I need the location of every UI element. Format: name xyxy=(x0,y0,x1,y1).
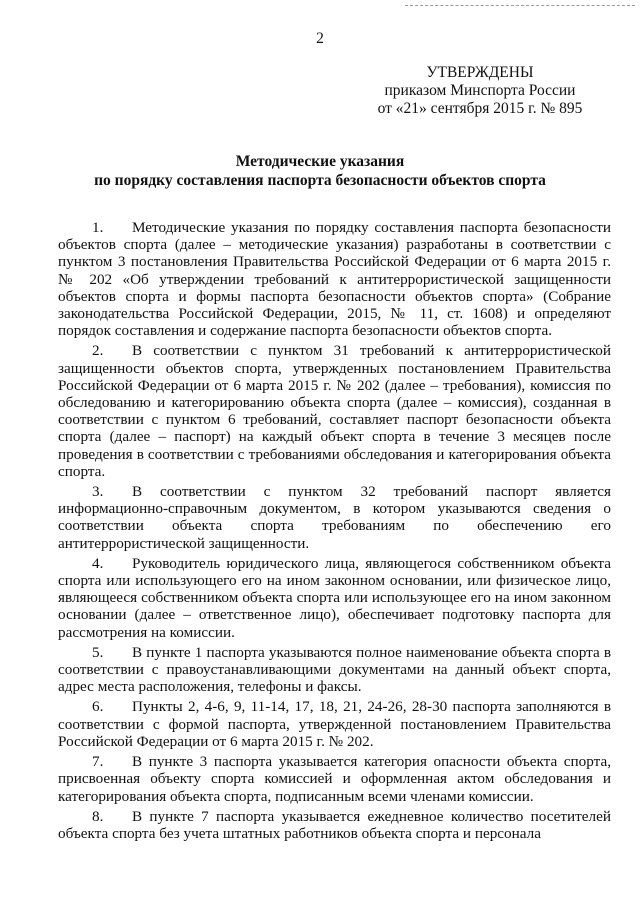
document-body xyxy=(58,219,611,845)
paragraph-text: В пункте 7 паспорта указывается ежедневное количество посетителей объекта спорта без учета штатных работников объекта спорта и персонала xyxy=(58,807,611,842)
paragraph-8 xyxy=(58,808,611,842)
title-line-1: Методические указания xyxy=(235,153,405,170)
paragraph-text: В соответствии с пунктом 32 требований паспорт является информационно-справочным документом, в котором указываются сведения о соответствии объекта спорта требованиям по обеспечению его антитеррористической защищенности. xyxy=(58,483,611,552)
paragraph-number: 3. xyxy=(92,483,104,501)
paragraph-text: Руководитель юридического лица, являющегося собственником объекта спорта или использующего его на ином законном основании, или физическое лицо, являющееся собственником объекта спорта или использующее его на ином законном основании (далее – ответственное лицо), обеспечивает подготовку паспорта для рассмотрения на комиссии. xyxy=(58,554,611,641)
paragraph-text: В соответствии с пунктом 31 требований к антитеррористической защищенности объектов спорта, утвержденных постановлением Правительства Российской Федерации от 6 марта 2015 г. № 202 (далее – требования), комиссия по обследованию и категорированию объекта спорта (далее – комиссия), созданная в соответствии с пунктом 6 требований, составляет паспорт безопасности объекта спорта (далее – паспорт) на каждый объект спорта в течение 3 месяцев после проведения в соответствии с требованиями обследования и категорирования объекта спорта. xyxy=(58,342,611,480)
approval-order: приказом Минспорта России xyxy=(384,82,576,99)
title-line-2: по порядку составления паспорта безопасности объектов спорта xyxy=(94,172,546,189)
paragraph-text: В пункте 1 паспорта указываются полное наименование объекта спорта в соответствии с правоустанавливающими документами на данный объект спорта, адрес места расположения, телефоны и факсы. xyxy=(58,643,611,696)
paragraph-3 xyxy=(58,483,611,552)
paragraph-number: 2. xyxy=(92,342,104,360)
paragraph-text: Методические указания по порядку составления паспорта безопасности объектов спорта (далее – методические указания) разработаны в соответствии с пунктом 3 постановления Правительства Российской Федерации от 6 марта 2015 г. № 202 «Об утверждении требований к антитеррористической защищенности объектов спорта и формы паспорта безопасности объектов спорта» (Собрание законодательства Российской Федерации, 2015, № 11, ст. 1608) и определяют порядок составления и содержание паспорта безопасности объектов спорта. xyxy=(58,219,611,340)
paragraph-number: 1. xyxy=(92,219,104,236)
paragraph-4 xyxy=(58,555,611,641)
paragraph-text: Пункты 2, 4-6, 9, 11-14, 17, 18, 21, 24-26, 28-30 паспорта заполняются в соответствии с формой паспорта, утвержденной постановлением Правительства Российской Федерации от 6 марта 2015 г. № 202. xyxy=(58,698,611,750)
approval-heading: УТВЕРЖДЕНЫ xyxy=(426,64,534,81)
approval-date: от «21» сентября 2015 г. № 895 xyxy=(377,100,583,117)
paragraph-number: 5. xyxy=(92,643,104,661)
paragraph-number: 8. xyxy=(92,807,104,825)
paragraph-number: 7. xyxy=(92,753,104,771)
page-number: 2 xyxy=(316,30,324,47)
approval-block xyxy=(360,64,600,118)
document-title xyxy=(40,152,600,190)
paragraph-number: 4. xyxy=(92,554,104,572)
paragraph-5 xyxy=(58,644,611,696)
paragraph-6 xyxy=(58,698,611,750)
paragraph-number: 6. xyxy=(92,698,104,716)
paragraph-2 xyxy=(58,342,611,480)
paragraph-text: В пункте 3 паспорта указывается категория опасности объекта спорта, присвоенная объекту спорта комиссией и оформленная актом обследования и категорирования объекта спорта, подписанным всеми членами комиссии. xyxy=(58,753,611,805)
top-edge-line xyxy=(405,5,635,6)
paragraph-1 xyxy=(58,219,611,339)
paragraph-7 xyxy=(58,753,611,805)
